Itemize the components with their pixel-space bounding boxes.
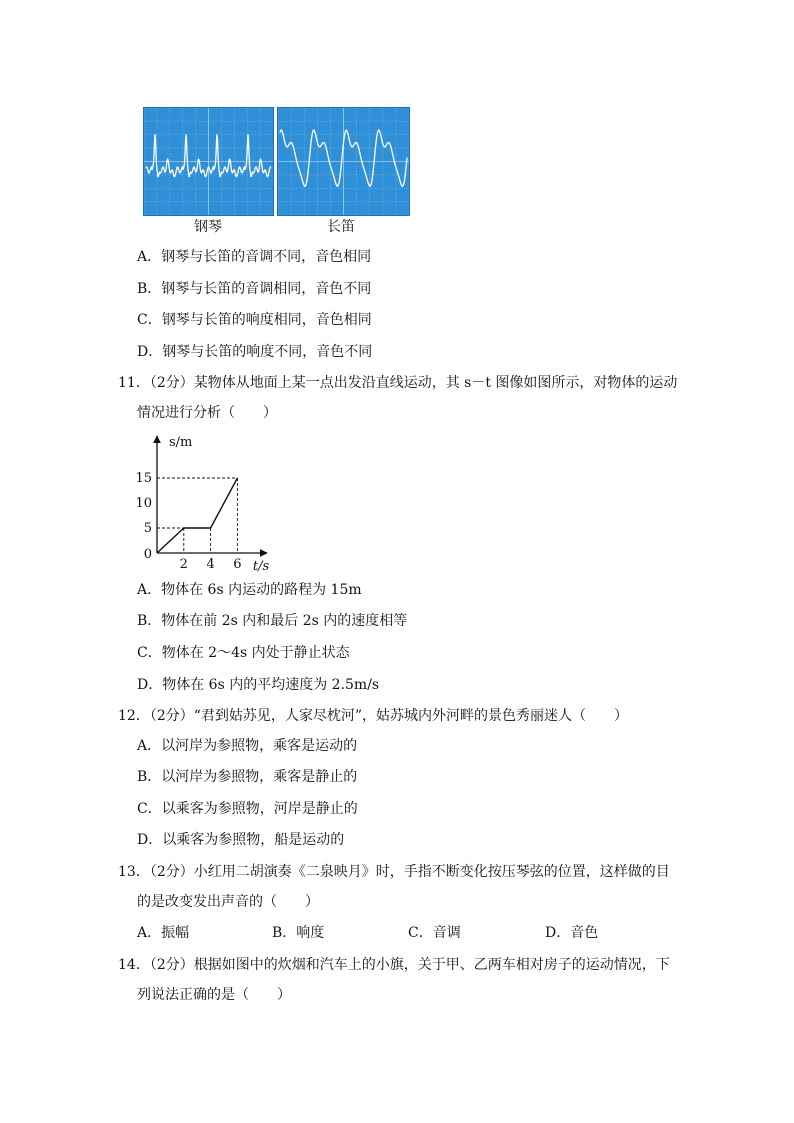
- q12-option-a: A．以河岸为参照物，乘客是运动的: [137, 738, 358, 754]
- q13-option-b: B．响度: [272, 925, 325, 941]
- q12-option-b: B．以河岸为参照物，乘客是静止的: [137, 769, 358, 785]
- q10-option-d: D．钢琴与长笛的响度不同，音色不同: [137, 344, 373, 360]
- q11-option-a: A．物体在 6s 内运动的路程为 15m: [137, 582, 362, 598]
- y-tick-label: 5: [143, 521, 152, 536]
- q12-stem: 12．（2分）“君到姑苏见，人家尽枕河”，姑苏城内外河畔的景色秀丽迷人（ ）: [118, 708, 629, 724]
- q14-stem-line1: 14．（2分）根据如图中的炊烟和汽车上的小旗，关于甲、乙两车相对房子的运动情况，下: [118, 957, 670, 973]
- x-axis-label: t/s: [252, 559, 270, 574]
- flute-waveform-image: [277, 107, 410, 216]
- q14-stem-line2: 列说法正确的是（ ）: [137, 987, 291, 1003]
- x-tick-label: 6: [233, 557, 242, 572]
- flute-caption: 长笛: [327, 219, 355, 235]
- x-tick-label: 4: [206, 557, 215, 572]
- origin-label: 0: [143, 547, 152, 562]
- y-tick-label: 10: [135, 496, 152, 511]
- q13-option-d: D．音色: [545, 925, 599, 941]
- q12-option-c: C．以乘客为参照物，河岸是静止的: [137, 801, 358, 817]
- q11-option-b: B．物体在前 2s 内和最后 2s 内的速度相等: [137, 613, 408, 629]
- x-tick-label: 2: [179, 557, 188, 572]
- q10-option-a: A．钢琴与长笛的音调不同，音色相同: [137, 249, 372, 265]
- q10-option-c: C．钢琴与长笛的响度相同，音色相同: [137, 312, 372, 328]
- piano-caption: 钢琴: [194, 219, 222, 235]
- st-graph: [130, 428, 280, 578]
- q11-option-c: C．物体在 2～4s 内处于静止状态: [137, 645, 350, 661]
- y-axis-label: s/m: [169, 435, 193, 450]
- q11-stem-line1: 11．（2分）某物体从地面上某一点出发沿直线运动，其 s－t 图像如图所示，对物体的运动: [118, 375, 678, 391]
- st-line-segment: [157, 528, 184, 553]
- scope-grid: [278, 108, 409, 215]
- st-line-segment: [211, 478, 238, 528]
- q13-stem-line1: 13．（2分）小红用二胡演奏《二泉映月》时，手指不断变化按压琴弦的位置，这样做的目: [118, 864, 670, 880]
- q12-option-d: D．以乘客为参照物，船是运动的: [137, 832, 345, 848]
- q13-option-a: A．振幅: [137, 925, 190, 941]
- q11-stem-line2: 情况进行分析（ ）: [137, 405, 277, 421]
- q13-option-c: C．音调: [408, 925, 461, 941]
- y-tick-label: 15: [135, 471, 152, 486]
- q10-option-b: B．钢琴与长笛的音调相同，音色不同: [137, 281, 372, 297]
- q13-stem-line2: 的是改变发出声音的（ ）: [137, 894, 319, 910]
- scope-grid: [144, 108, 273, 215]
- piano-waveform-image: [143, 107, 274, 216]
- q11-option-d: D．物体在 6s 内的平均速度为 2.5m/s: [137, 677, 380, 693]
